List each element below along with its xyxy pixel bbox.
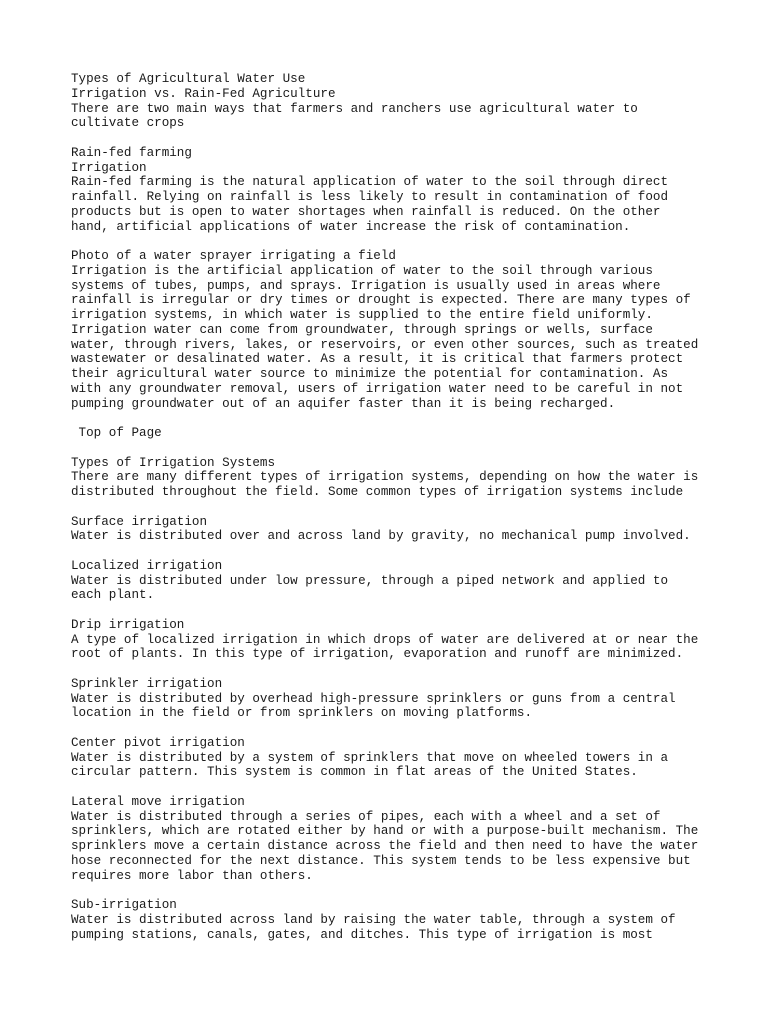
text-line: Drip irrigation [71, 617, 185, 632]
text-line: Water is distributed by overhead high-pressure sprinklers or guns from a central [71, 691, 676, 706]
text-line: Rain-fed farming [71, 145, 192, 160]
text-line: requires more labor than others. [71, 868, 313, 883]
document-body [71, 72, 711, 957]
text-line: Localized irrigation [71, 558, 223, 573]
text-line: hose reconnected for the next distance. This system tends to be less expensive but [71, 853, 691, 868]
text-line: Lateral move irrigation [71, 794, 245, 809]
text-block [71, 456, 711, 500]
text-line: systems of tubes, pumps, and sprays. Irrigation is usually used in areas where [71, 278, 661, 293]
text-block [71, 426, 711, 441]
text-line: circular pattern. This system is common in flat areas of the United States. [71, 765, 638, 780]
text-line: sprinklers move a certain distance across the field and then need to have the water [71, 839, 699, 853]
text-line: Water is distributed by a system of sprinklers that move on wheeled towers in a [71, 750, 669, 765]
text-line: Water is distributed across land by raising the water table, through a system of [71, 912, 676, 927]
text-block [71, 898, 711, 942]
text-block [71, 249, 711, 411]
text-line: Irrigation vs. Rain-Fed Agriculture [71, 86, 336, 101]
text-line: pumping stations, canals, gates, and ditches. This type of irrigation is most [71, 927, 653, 942]
text-line: Top of Page [71, 426, 162, 440]
text-line: Sub-irrigation [71, 898, 177, 912]
text-line: Sprinkler irrigation [71, 676, 223, 691]
text-line: root of plants. In this type of irrigation, evaporation and runoff are minimized. [71, 647, 684, 662]
text-line: Irrigation water can come from groundwater, through springs or wells, surface [71, 322, 653, 337]
text-line: irrigation systems, in which water is supplied to the entire field uniformly. [71, 308, 653, 322]
text-block [71, 72, 711, 131]
text-line: Water is distributed under low pressure, through a piped network and applied to [71, 573, 669, 588]
text-line: rainfall. Relying on rainfall is less likely to result in contamination of food [71, 190, 669, 204]
text-line: with any groundwater removal, users of irrigation water need to be careful in not [71, 381, 684, 396]
text-line: cultivate crops [71, 116, 185, 131]
text-line: Water is distributed over and across land by gravity, no mechanical pump involved. [71, 529, 691, 544]
text-line: Center pivot irrigation [71, 735, 245, 750]
text-line: sprinklers, which are rotated either by hand or with a purpose-built mechanism. The [71, 824, 699, 839]
text-block [71, 559, 711, 603]
text-line: Rain-fed farming is the natural application of water to the soil through direct [71, 175, 669, 190]
text-line: Irrigation [71, 160, 147, 175]
text-line: Water is distributed through a series of pipes, each with a wheel and a set of [71, 809, 661, 824]
text-line: their agricultural water source to minimize the potential for contamination. As [71, 367, 669, 381]
text-line: each plant. [71, 588, 155, 603]
text-line: water, through rivers, lakes, or reservoirs, or even other sources, such as treated [71, 337, 699, 352]
text-block [71, 677, 711, 721]
text-line: Types of Agricultural Water Use [71, 72, 306, 86]
text-block [71, 618, 711, 662]
text-line: pumping groundwater out of an aquifer faster than it is being recharged. [71, 396, 616, 411]
text-line: There are two main ways that farmers and ranchers use agricultural water to [71, 101, 638, 116]
text-line: wastewater or desalinated water. As a result, it is critical that farmers protect [71, 352, 684, 367]
text-line: Types of Irrigation Systems [71, 455, 276, 470]
text-line: There are many different types of irrigation systems, depending on how the water is [71, 470, 699, 485]
text-line: A type of localized irrigation in which drops of water are delivered at or near the [71, 632, 699, 647]
text-line: hand, artificial applications of water increase the risk of contamination. [71, 219, 631, 234]
text-line: products but is open to water shortages when rainfall is reduced. On the other [71, 204, 661, 219]
text-line: distributed throughout the field. Some common types of irrigation systems include [71, 485, 684, 499]
text-block [71, 795, 711, 884]
text-line: location in the field or from sprinklers on moving platforms. [71, 706, 533, 721]
text-block [71, 736, 711, 780]
text-line: Photo of a water sprayer irrigating a field [71, 249, 396, 263]
text-block [71, 146, 711, 235]
text-line: Irrigation is the artificial application of water to the soil through various [71, 263, 653, 278]
text-line: Surface irrigation [71, 514, 208, 529]
text-block [71, 515, 711, 545]
text-line: rainfall is irregular or dry times or drought is expected. There are many types of [71, 293, 691, 308]
